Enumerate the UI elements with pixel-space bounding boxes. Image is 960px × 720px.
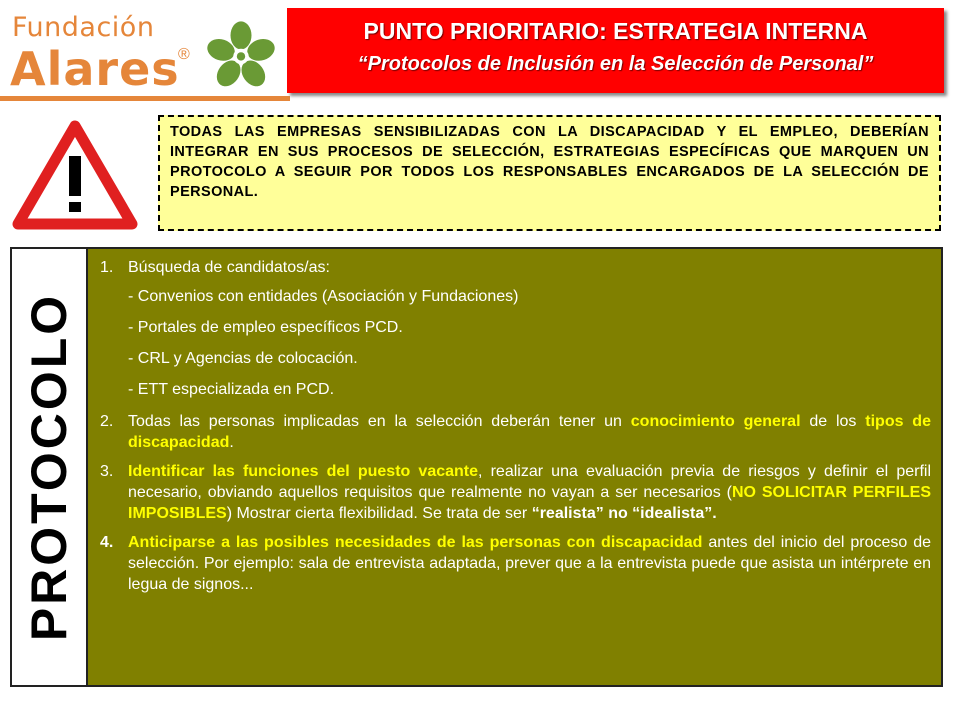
list-item: [100, 461, 931, 524]
text-run: ) Mostrar cierta flexibilidad. Se trata de ser: [226, 505, 532, 522]
page-subtitle: “Protocolos de Inclusión en la Selección de Personal”: [357, 53, 874, 75]
item-text: [128, 461, 931, 524]
protocol-label: PROTOCOLO: [21, 292, 77, 642]
protocol-content: [88, 247, 943, 687]
item-number: 2.: [100, 413, 114, 430]
item-text: [128, 532, 931, 595]
highlight-text: conocimiento general: [630, 413, 801, 430]
highlight-text: NO SOLICITAR PERFILES IMPOSIBLES: [128, 484, 932, 522]
highlight-text: Anticiparse a las posibles necesidades de las personas con discapacidad: [128, 534, 703, 551]
fundacion-alares-logo: [10, 12, 280, 96]
sub-item: - CRL y Agencias de colocación.: [128, 350, 358, 367]
item-number: 4.: [100, 534, 114, 551]
item-text: [128, 411, 931, 453]
notice-box: TODAS LAS EMPRESAS SENSIBILIZADAS CON LA DISCAPACIDAD Y EL EMPLEO, DEBERÍAN INTEGRAR EN SUS PROCESOS DE SELECCIÓN, ESTRATEGIAS ESPECÍFICAS QUE MARQUEN UN PROTOCOLO A SEGUIR POR TODOS LOS RESPONSABLES ENCARGADOS DE LA SELECCIÓN DE PERSONAL.: [158, 115, 941, 231]
header-divider: [0, 96, 290, 101]
list-item: [100, 257, 931, 278]
item-number: 1.: [100, 259, 114, 276]
list-item: [100, 411, 931, 453]
text-run: , realizar una evaluación previa de riesgos y definir el perfil necesario, obviando aquellos requisitos que realmente no vayan a ser necesarios (: [128, 463, 932, 501]
text-run: .: [229, 434, 234, 451]
sub-item: - ETT especializada en PCD.: [128, 381, 335, 398]
highlight-text: Identificar las funciones del puesto vacante: [128, 463, 479, 480]
highlight-text: tipos de discapacidad: [128, 413, 931, 451]
title-banner: [287, 8, 944, 93]
page-title: PUNTO PRIORITARIO: ESTRATEGIA INTERNA: [363, 18, 868, 44]
logo-registered-mark: ®: [178, 46, 190, 63]
list-item: [100, 532, 931, 595]
sub-item: - Portales de empleo específicos PCD.: [128, 319, 403, 336]
protocol-side-panel: [10, 247, 88, 687]
logo-line1: Fundación: [12, 12, 155, 43]
item-number: 3.: [100, 463, 114, 480]
text-run: antes del inicio del proceso de selección. Por ejemplo: sala de entrevista adaptada, prever que a la entrevista puede que asista un intérprete en legua de signos...: [128, 534, 932, 593]
warning-icon: [12, 120, 138, 230]
text-run: de los: [800, 413, 866, 430]
flower-icon: [206, 20, 276, 90]
logo-line2: Alares: [10, 42, 180, 96]
item-text: Búsqueda de candidatos/as:: [128, 259, 330, 276]
sub-item: - Convenios con entidades (Asociación y Fundaciones): [128, 288, 519, 305]
text-run: Todas las personas implicadas en la selección deberán tener un: [128, 413, 631, 430]
bold-text: “realista” no “idealista”.: [531, 505, 717, 522]
